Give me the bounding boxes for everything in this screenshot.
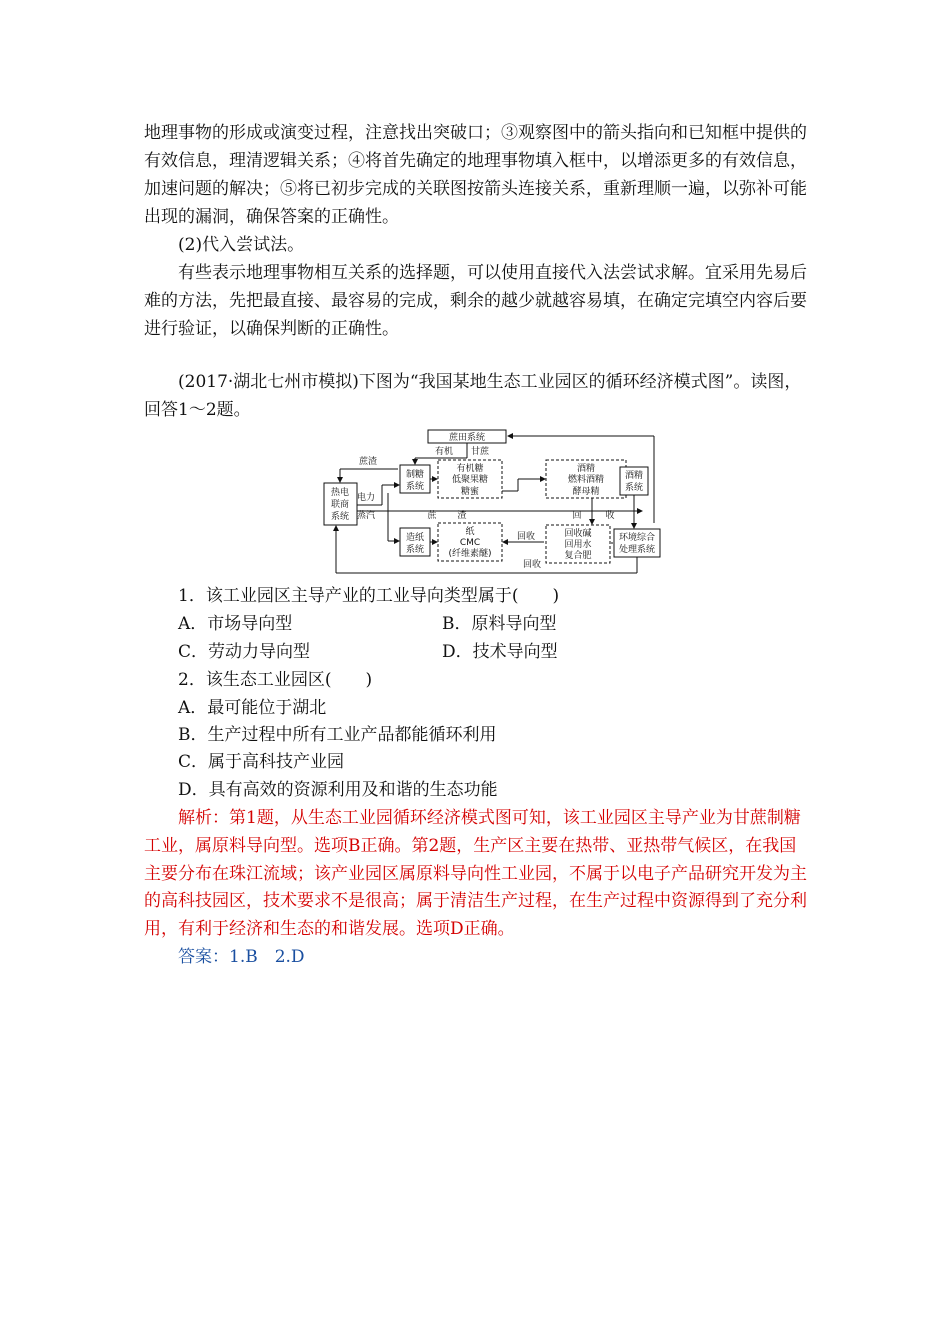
question-intro-2: 回答1～2题。 (144, 400, 251, 420)
sugarcane-label: 甘蔗 (470, 447, 490, 457)
q2-stem: 2．该生态工业园区( ) (178, 670, 373, 690)
analysis-line-3: 主要分布在珠江流域；该产业园区属原料导向性工业园，不属于以电子产品研究开发为主 (144, 864, 807, 884)
answer-line: 答案：1.B 2.D (178, 947, 305, 967)
sugar-product-2: 低聚果糖 (451, 475, 489, 485)
q1-option-c: C．劳动力导向型 (178, 642, 311, 662)
env-system-label-1: 环境综合 (618, 533, 656, 543)
paper-product-2: CMC (459, 538, 481, 548)
sugar-product-1: 有机糖 (456, 464, 484, 474)
electricity-label: 电力 (356, 493, 376, 503)
alcohol-product-3: 酵母精 (572, 487, 600, 497)
q1-option-b: B．原料导向型 (442, 614, 557, 634)
recycle-item-3: 复合肥 (564, 551, 592, 561)
paper-system-label-2: 系统 (405, 545, 425, 555)
sugar-system-label-2: 系统 (405, 482, 425, 492)
power-plant-label-2: 联商 (330, 500, 350, 510)
power-plant-label-3: 系统 (330, 512, 350, 522)
recycle-mid-label: 回收 (516, 532, 536, 542)
paper-product-3: (纤维素醚) (448, 549, 492, 559)
steam-label: 蒸汽 (356, 511, 376, 521)
intro-line-3: 加速问题的解决；⑤将已初步完成的关联图按箭头连接关系，重新理顺一遍，以弥补可能 (144, 179, 807, 199)
bagasse-mid-2: 渣 (457, 511, 467, 521)
sugarcane-field-label: 蔗田系统 (448, 433, 486, 443)
q2-option-d: D．具有高效的资源利用及和谐的生态功能 (178, 780, 498, 800)
q1-stem: 1．该工业园区主导产业的工业导向类型属于( ) (178, 586, 560, 606)
recycle-item-1: 回收碱 (564, 529, 592, 539)
question-intro-1: (2017·湖北七州市模拟)下图为“我国某地生态工业园区的循环经济模式图”。读图， (178, 372, 802, 392)
q2-option-b: B．生产过程中所有工业产品都能循环利用 (178, 725, 497, 745)
intro-line-2: 有效信息，理清逻辑关系；④将首先确定的地理事物填入框中，以增添更多的有效信息， (144, 151, 807, 171)
env-system-label-2: 处理系统 (618, 545, 656, 555)
method-line-3: 进行验证，以确保判断的正确性。 (144, 319, 399, 339)
power-plant-label-1: 热电 (330, 488, 350, 498)
recycle-top-2: 收 (605, 511, 615, 521)
analysis-line-1: 解析：第1题，从生态工业园循环经济模式图可知，该工业园区主导产业为甘蔗制糖 (178, 808, 801, 828)
recycle-top-1: 回 (572, 511, 582, 521)
method-line-1: 有些表示地理事物相互关系的选择题，可以使用直接代入法尝试求解。宜采用先易后 (178, 263, 807, 283)
q1-option-a: A．市场导向型 (178, 614, 293, 634)
intro-line-4: 出现的漏洞，确保答案的正确性。 (144, 207, 399, 227)
alcohol-system-label-1: 酒精 (624, 471, 644, 481)
analysis-line-2: 工业，属原料导向型。选项B正确。第2题，生产区主要在热带、亚热带气候区，在我国 (144, 836, 797, 856)
q2-option-a: A．最可能位于湖北 (178, 698, 327, 718)
analysis-line-5: 用，有利于经济和生态的和谐发展。选项D正确。 (144, 919, 515, 939)
circular-economy-diagram (322, 427, 662, 577)
intro-line-1: 地理事物的形成或演变过程，注意找出突破口；③观察图中的箭头指向和已知框中提供的 (144, 123, 807, 143)
alcohol-product-1: 酒精 (576, 464, 596, 474)
method-title: (2)代入尝试法。 (178, 235, 305, 255)
alcohol-product-2: 燃料酒精 (567, 475, 605, 485)
recycle-bottom-label: 回收 (522, 560, 542, 570)
q2-option-c: C．属于高科技产业园 (178, 752, 345, 772)
bagasse-left-label: 蔗渣 (358, 457, 378, 467)
paper-product-1: 纸 (465, 527, 475, 537)
bagasse-mid-1: 蔗 (427, 511, 437, 521)
recycle-item-2: 回用水 (564, 540, 592, 550)
analysis-line-4: 的高科技园区，技术要求不是很高；属于清洁生产过程，在生产过程中资源得到了充分利 (144, 891, 807, 911)
q1-option-d: D．技术导向型 (442, 642, 558, 662)
sugar-system-label-1: 制糖 (405, 470, 425, 480)
method-line-2: 难的方法，先把最直接、最容易的完成，剩余的越少就越容易填，在确定完填空内容后要 (144, 291, 807, 311)
paper-system-label-1: 造纸 (405, 533, 425, 543)
molasses-label: 糖蜜 (460, 487, 480, 497)
alcohol-system-label-2: 系统 (624, 483, 644, 493)
organic-label: 有机 (434, 447, 454, 457)
